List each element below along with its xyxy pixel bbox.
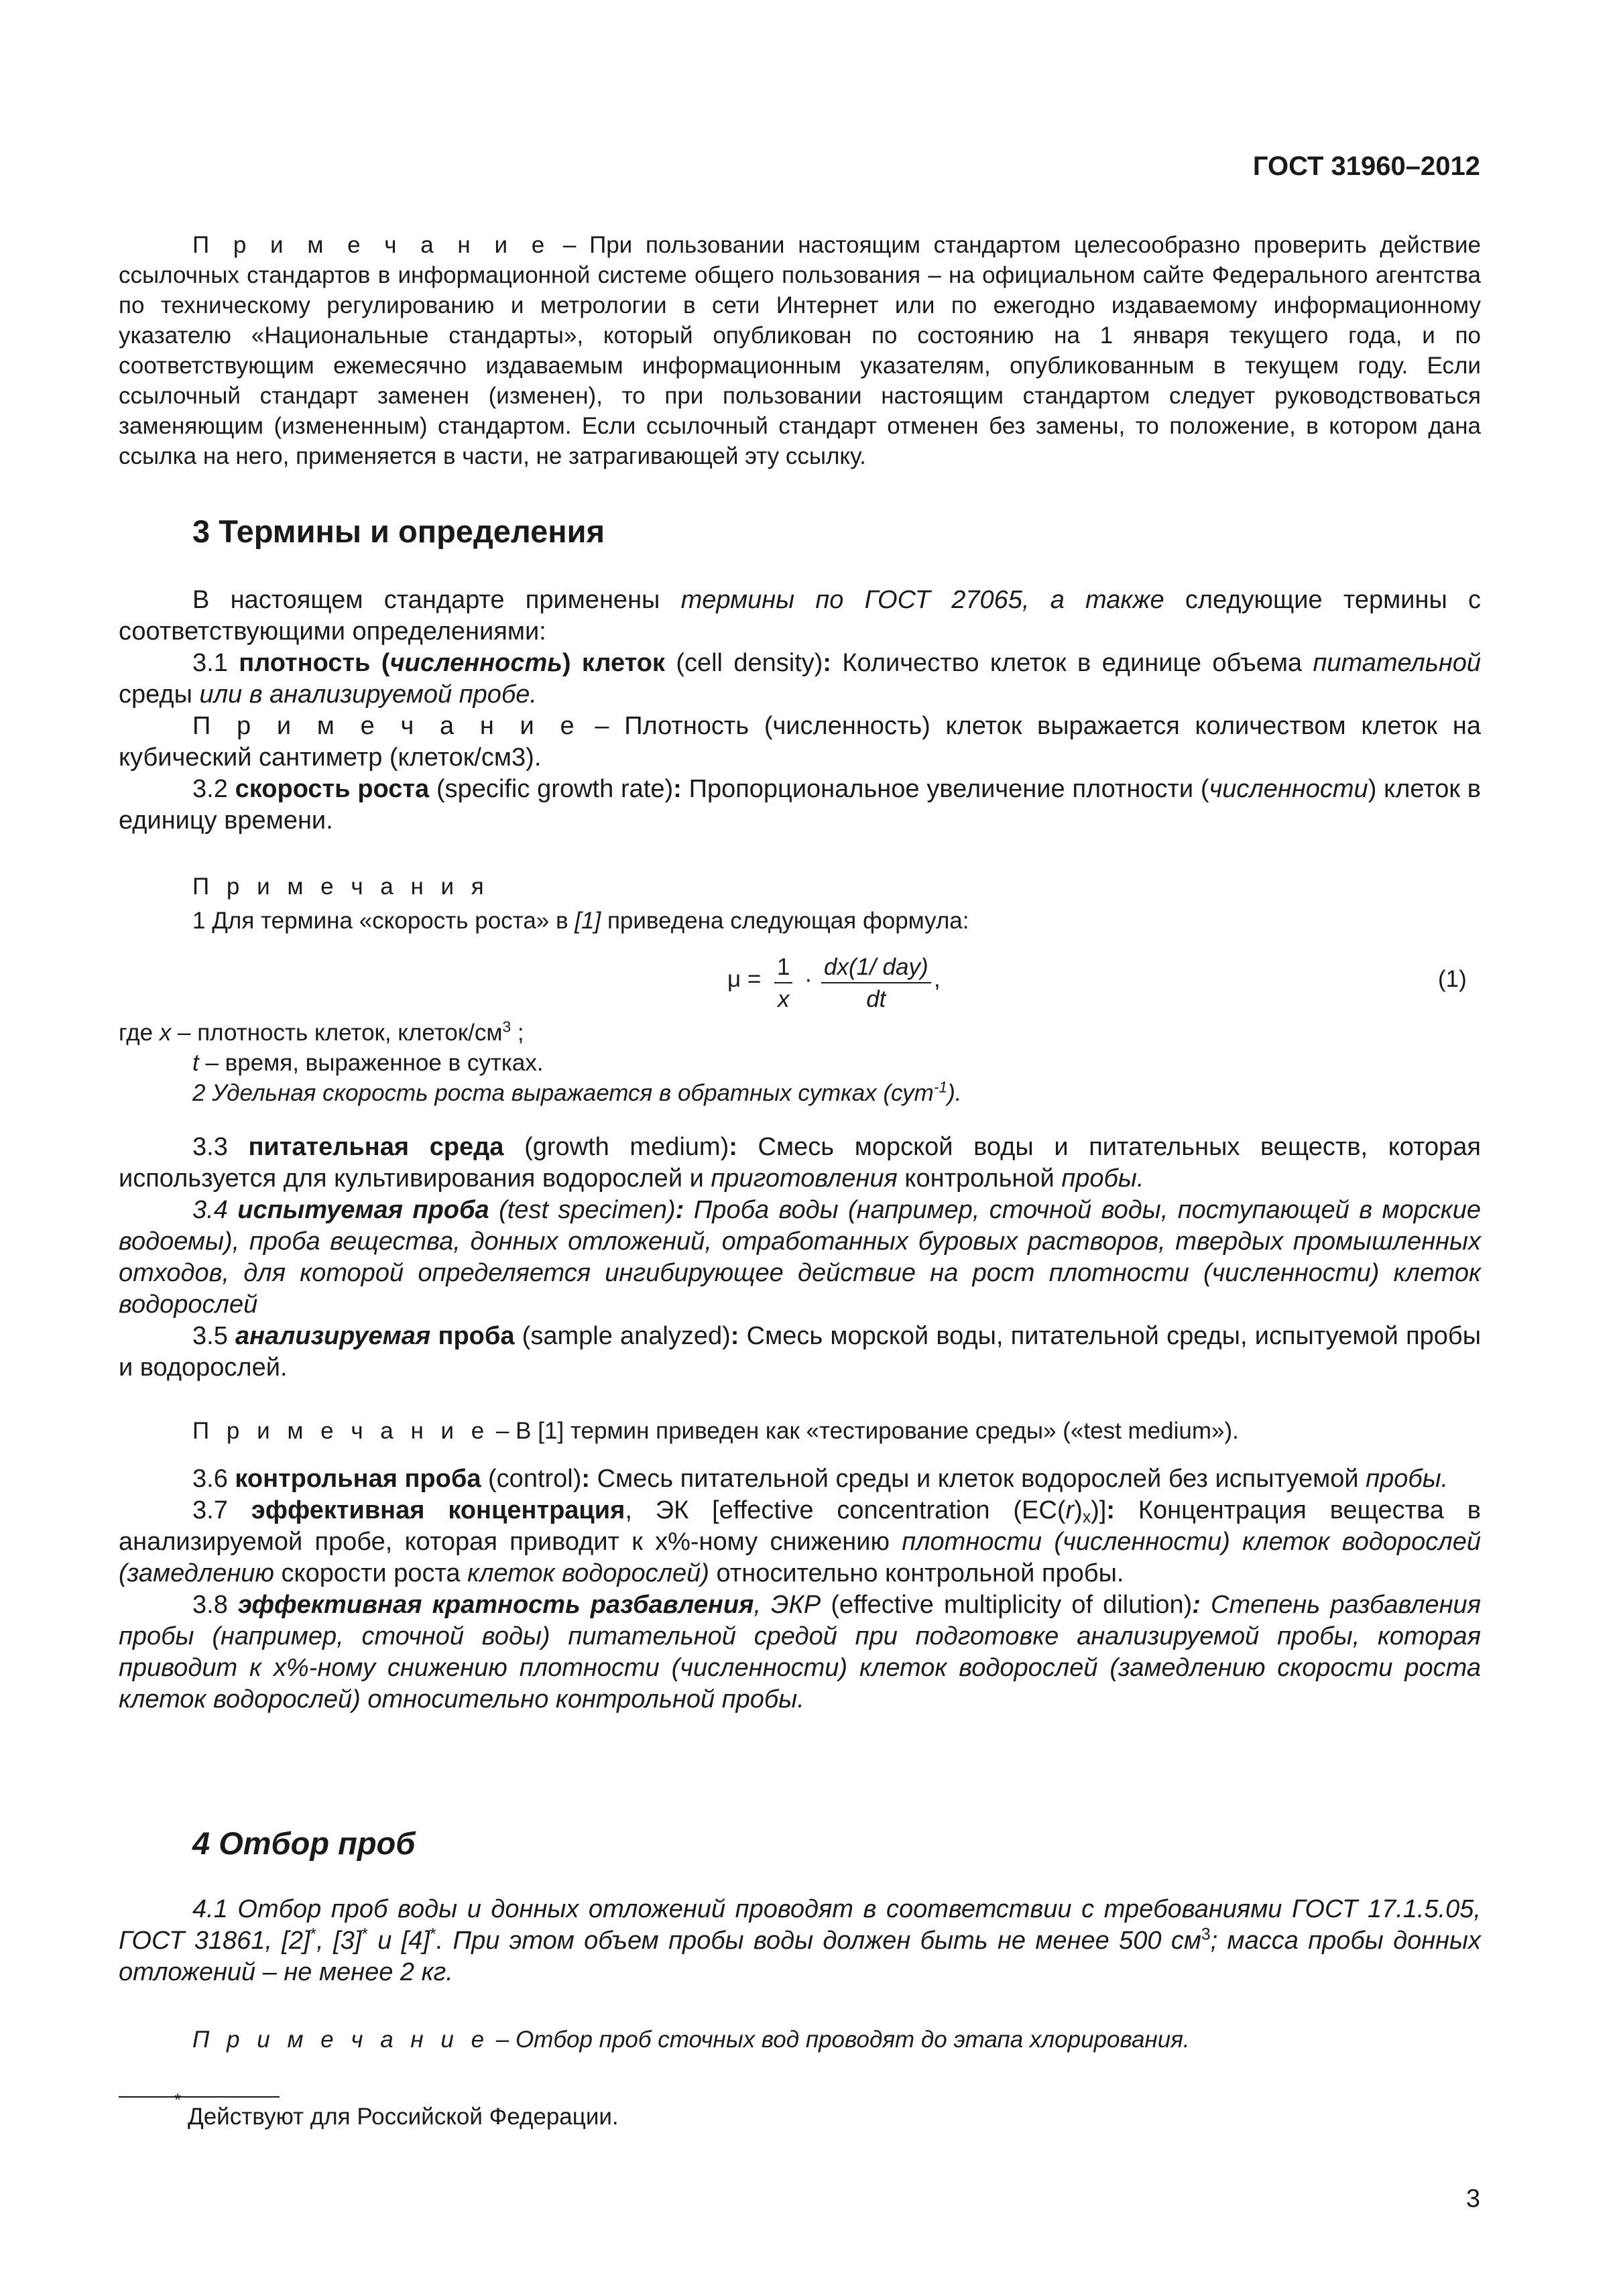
note-4-1: П р и м е ч а н и е – Отбор проб сточных вод проводят до этапа хлорирования. <box>192 2027 1190 2053</box>
note-text: – При пользовании настоящим стандартом целесообразно проверить действие ссылочных стандартов в информационной системе общего пользования – на официальном сайте Федерального агентства по техническому регулированию и метрологии в сети Интернет или по ежегодно издаваемому информационному указателю «Национальные стандарты», который опубликован по состоянию на 1 января текущего года, и по соответствующим ежемесячно издаваемым информационным указателям, опубликованным в текущем году. Если ссылочный стандарт заменен (изменен), то при пользовании настоящим стандартом следует руководствоваться заменяющим (измененным) стандартом. Если ссылочный стандарт отменен без замены, то положение, в котором дана ссылка на него, применяется в части, не затрагивающей эту ссылку. <box>119 232 1481 469</box>
section-3-body <box>119 585 1481 837</box>
notes-label: П р и м е ч а н и я <box>192 873 489 900</box>
formula-legend <box>119 1018 1481 1108</box>
terms-3-3-to-3-5 <box>119 1132 1481 1384</box>
term-3-4: 3.4 испытуемая проба (test specimen): Проба воды (например, сточной воды, поступающей в морские водоемы), проба вещества, донных отложений, отработанных буровых растворов, твердых промышленных отходов, для которой определяется ингибирующее действие на рост плотности (численности) клеток водорослей <box>119 1196 1481 1319</box>
term-3-3: 3.3 питательная среда (growth medium): Смесь морской воды и питательных веществ, которая используется для культивирования водорослей и приготовления контрольной пробы. <box>119 1133 1482 1193</box>
footnote-text: Действуют для Российской Федерации. <box>188 2104 619 2130</box>
page-number: 3 <box>1465 2185 1480 2213</box>
term-3-5: 3.5 анализируемая проба (sample analyzed): Смесь морской воды, питательной среды, испытуемой пробы и водорослей. <box>119 1322 1482 1382</box>
term-3-7: 3.7 эффективная концентрация, ЭК [effective concentration $(EC(r)_x)$]: Концентрация вещества в анализируемой пробе, которая приводит к x%-ному снижению плотности (численности) клеток водорослей (замедлению скорости роста клеток водорослей) относительно контрольной пробы. <box>119 1496 1481 1587</box>
term-3-2: 3.2 скорость роста (specific growth rate): Пропорциональное увеличение плотности (численности) клеток в единицу времени. <box>119 775 1481 835</box>
note-3-5: П р и м е ч а н и е – В [1] термин приведен как «тестирование среды» («test medium»). <box>192 1418 1239 1444</box>
terms-3-6-to-3-8 <box>119 1463 1481 1715</box>
growth-rate-formula <box>727 954 1467 1021</box>
notes-3-2 <box>119 871 1481 936</box>
note-3-1: П р и м е ч а н и е – Плотность (численность) клеток выражается количеством клеток на кубический сантиметр (клеток/см3). <box>119 712 1481 772</box>
intro-note <box>119 230 1481 471</box>
standard-code: ГОСТ 31960–2012 <box>1252 152 1480 181</box>
section-4-body <box>119 1894 1481 1988</box>
section-4-heading: 4 Отбор проб <box>192 1825 416 1861</box>
term-3-1: 3.1 плотность (численность) клеток (cell density): Количество клеток в единице объема питательной среды или в анализируемой пробе. <box>119 649 1482 709</box>
term-3-8: 3.8 эффективная кратность разбавления, ЭКР (effective multiplicity of dilution): Степень разбавления пробы (например, сточной воды) питательной средой при подготовке анализируемой пробы, которая приводит к x%-ному снижению плотности (численности) клеток водорослей (замедлению скорости роста клеток водорослей) относительно контрольной пробы. <box>119 1591 1481 1713</box>
note-2-text: 2 Удельная скорость роста выражается в обратных сутках (сут$^{-1}$). <box>192 1078 962 1106</box>
legend-x: где x – плотность клеток, клеток/$см^3$ ; <box>119 1018 524 1046</box>
formula-fraction-1: $\frac{1}{x}$ <box>774 954 792 1013</box>
equation-number: (1) <box>1438 966 1467 992</box>
note-1-text: 1 Для термина «скорость роста» в [1] приведена следующая формула: <box>192 908 969 934</box>
formula-fraction-2: dx(1/ day) dt <box>821 954 931 1013</box>
formula-comma: , <box>934 966 941 992</box>
formula-dot: · <box>804 966 813 992</box>
section-3-heading: 3 Термины и определения <box>192 513 605 549</box>
section-3-intro: В настоящем стандарте применены термины по ГОСТ 27065, а также следующие термины с соответствующими определениями: <box>119 586 1481 646</box>
paragraph-4-1: 4.1 Отбор проб воды и донных отложений проводят в соответствии с требованиями ГОСТ 17.1.5.05, ГОСТ 31861, [2]*, [3]* и [4]*. При этом объем пробы воды должен быть не менее 500 $см^3$; масса пробы донных отложений – не менее 2 кг. <box>119 1895 1482 1986</box>
legend-t: t – время, выраженное в сутках. <box>192 1050 544 1076</box>
formula-mu: μ = <box>727 966 762 992</box>
term-3-6: 3.6 контрольная проба (control): Смесь питательной среды и клеток водорослей без испытуемой пробы. <box>192 1465 1449 1493</box>
note-label: П р и м е ч а н и е <box>192 232 550 258</box>
footnote: * Действуют для Российской Федерации. <box>174 2090 619 2130</box>
footnote-separator <box>119 2096 280 2098</box>
